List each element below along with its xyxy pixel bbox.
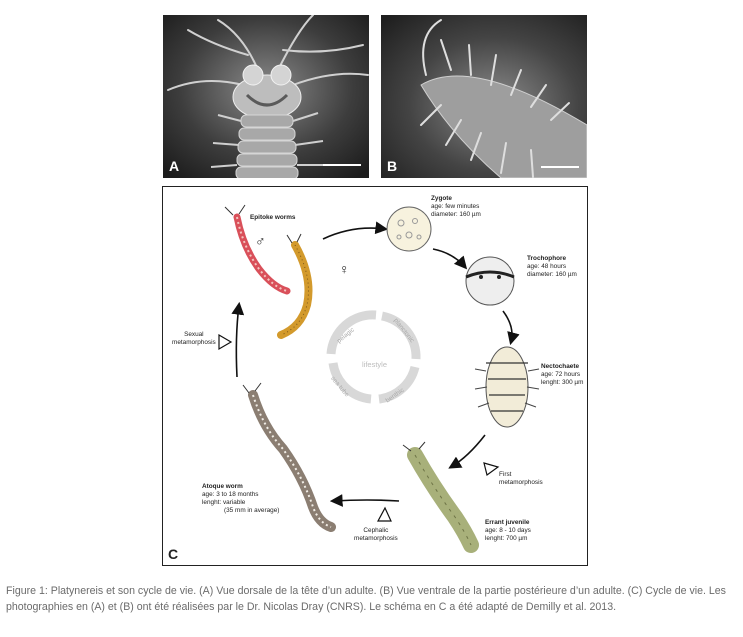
sexual-metamorphosis-marker (219, 335, 231, 349)
panel-b-letter: B (387, 158, 398, 174)
ring-label-sea-tube: sea tube (329, 375, 351, 399)
panel-c-letter: C (168, 546, 179, 562)
panel-a-sem-image (163, 15, 369, 178)
figure-caption: Figure 1: Platynereis et son cycle de vie. (A) Vue dorsale de la tête d’un adulte. (B) Vue ventrale de la partie postérieure d’un adulte. (C) Cycle de vie. Les photographies en (A) et (B) ont été réalisées par le Dr. Nicolas Dray (CNRS). Le schéma en C a été adapté de Demilly et al. 2013. (6, 585, 726, 613)
trochophore-label: Trochophore age: 48 hours diameter: 160 µm (527, 255, 577, 278)
female-symbol: ♀ (339, 261, 350, 277)
ring-label-pelagic: pelagic (335, 326, 356, 345)
errant-juvenile-label: Errant juvenile age: 8 - 10 days lenght: 700 µm (485, 519, 531, 542)
arrow-nectochaete-to-juvenile (451, 435, 485, 467)
first-metamorphosis-marker (484, 463, 498, 475)
nectochaete-icon (475, 347, 539, 427)
sem-posterior-illustration (381, 15, 587, 178)
arrow-trochophore-to-nectochaete (503, 311, 512, 342)
sem-head-illustration (163, 15, 369, 178)
female-epitoke-worm-icon (281, 234, 309, 335)
cephalic-metamorphosis-label: Cephalic metamorphosis (354, 527, 398, 542)
panel-c-life-cycle-diagram (162, 186, 588, 566)
arrow-juvenile-to-atoque (333, 500, 399, 501)
zygote-label: Zygote age: few minutes diameter: 160 µm (431, 195, 481, 218)
panel-b-sem-image (381, 15, 587, 178)
epitoke-label: Epitoke worms (250, 214, 296, 221)
center-lifestyle-label: lifestyle (362, 360, 388, 369)
trochophore-icon (466, 257, 514, 305)
zygote-icon (387, 207, 431, 251)
ring-label-planctonic: planctonic (392, 317, 416, 345)
arrow-atoque-to-epitoke (236, 305, 239, 377)
cephalic-metamorphosis-marker (378, 508, 391, 521)
atoque-worm-label: Atoque worm age: 3 to 18 months lenght: variable (35 mm in average) (202, 483, 280, 514)
sexual-metamorphosis-label: Sexual metamorphosis (172, 331, 216, 346)
nectochaete-label: Nectochaete age: 72 hours lenght: 300 µm (541, 363, 584, 386)
arrow-epitoke-to-zygote (323, 228, 385, 239)
first-metamorphosis-label: First metamorphosis (499, 471, 543, 486)
errant-juvenile-icon (403, 442, 471, 545)
male-symbol: ♂ (255, 233, 266, 249)
arrow-zygote-to-trochophore (433, 249, 465, 267)
panel-a-letter: A (169, 158, 180, 174)
ring-label-benthic: benthic (384, 386, 406, 405)
